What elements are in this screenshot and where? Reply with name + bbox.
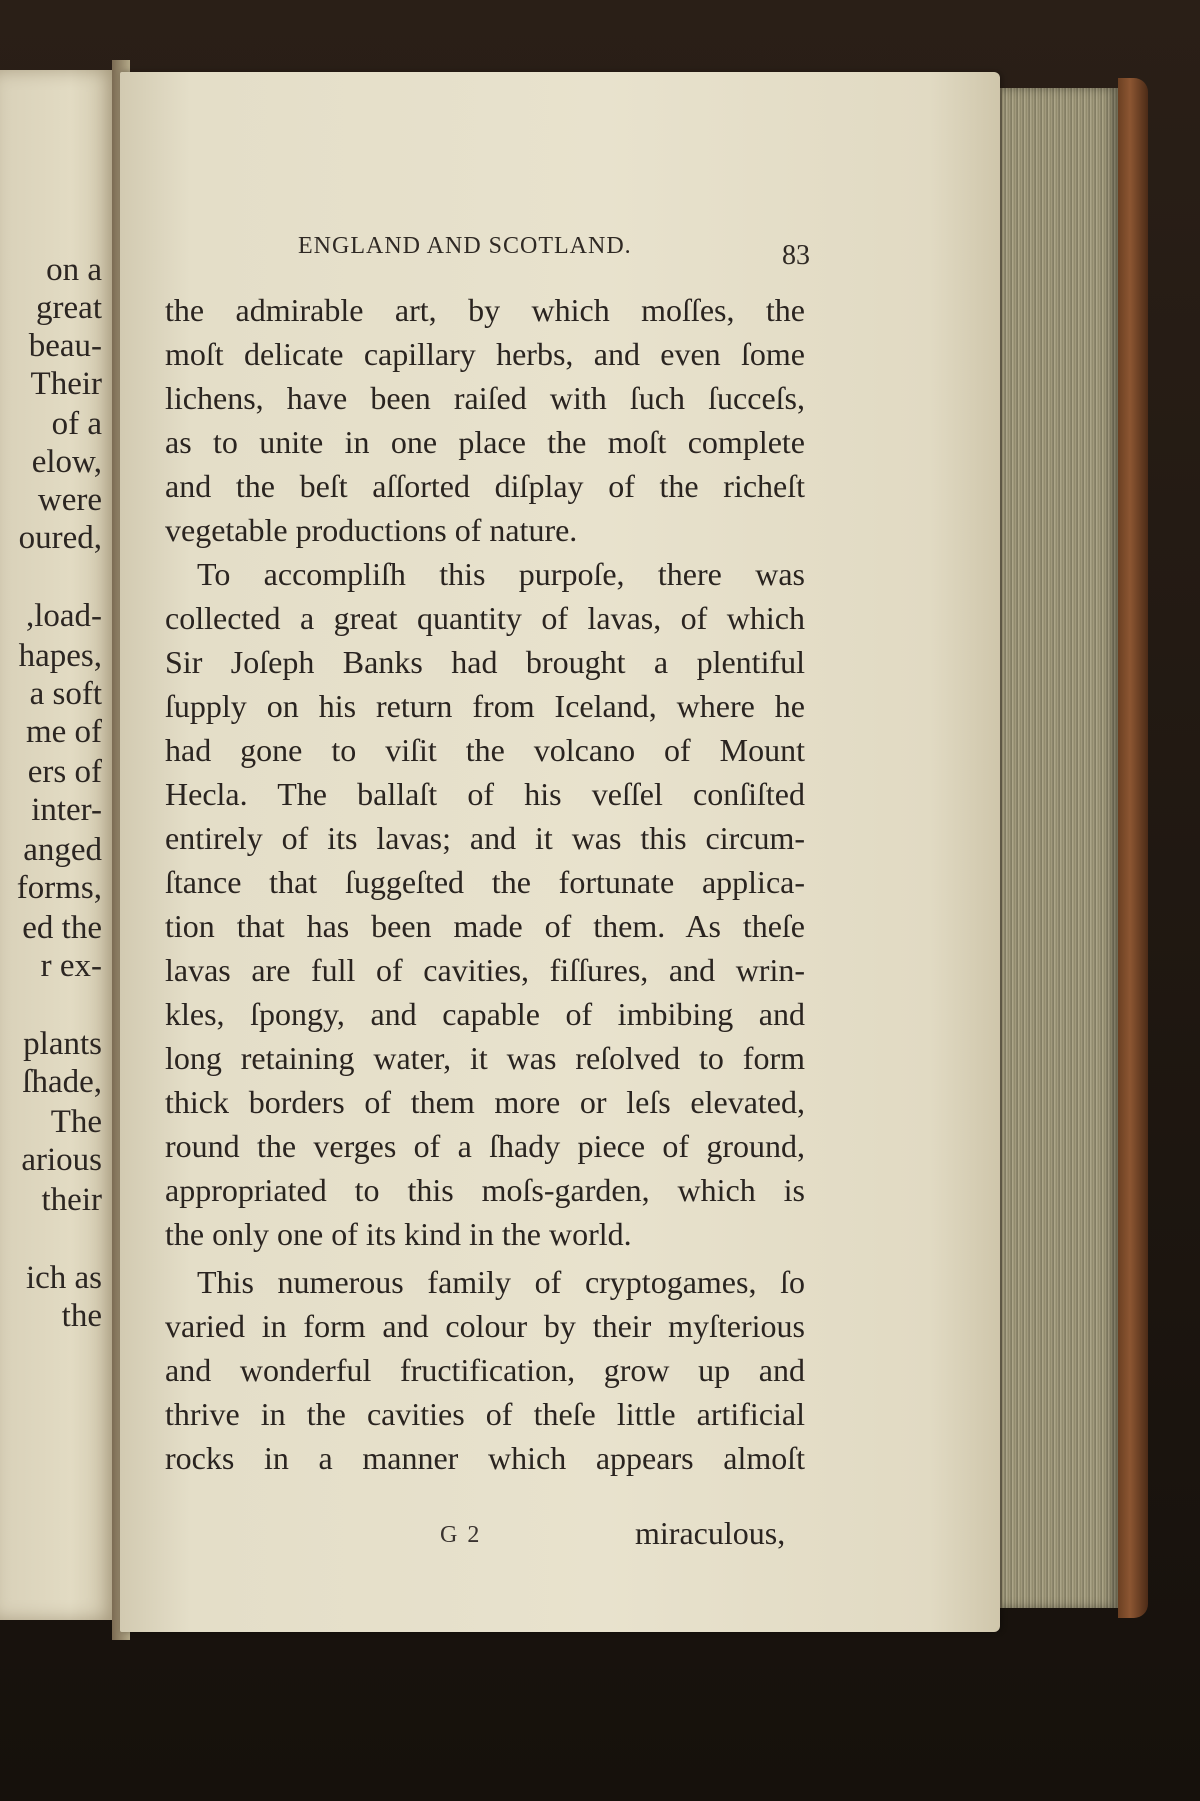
left-page-line: oured,: [18, 520, 102, 556]
text-line: Hecla. The ballaſt of his veſſel conſiſted: [165, 776, 805, 812]
left-page-line: on a: [46, 252, 102, 288]
page-number: 83: [782, 240, 810, 271]
left-page-line: the: [61, 1298, 102, 1334]
text-line: varied in form and colour by their myſterious: [165, 1308, 805, 1344]
text-line: appropriated to this moſs-garden, which is: [165, 1172, 805, 1208]
left-page-line: forms,: [16, 870, 102, 906]
text-line: the only one of its kind in the world.: [165, 1216, 632, 1252]
left-page-line: me of: [25, 714, 102, 750]
left-page-line: r ex-: [40, 948, 102, 984]
text-line: as to unite in one place the moſt complete: [165, 424, 805, 460]
text-line: To accompliſh this purpoſe, there was: [197, 556, 805, 592]
left-page-line: ers of: [27, 754, 102, 790]
left-page-line: plants: [23, 1026, 102, 1062]
text-line: tion that has been made of them. As theſe: [165, 908, 805, 944]
signature-mark: G 2: [440, 1522, 482, 1548]
left-page-line: beau-: [28, 328, 102, 364]
left-page-line: ed the: [22, 910, 102, 946]
text-line: and the beſt aſſorted diſplay of the richeſt: [165, 468, 805, 504]
text-line: and wonderful fructification, grow up and: [165, 1352, 805, 1388]
left-page-line: arious: [21, 1142, 102, 1178]
left-page-line: elow,: [31, 444, 102, 480]
left-page-line: The: [50, 1104, 102, 1140]
running-title: ENGLAND AND SCOTLAND.: [298, 233, 632, 259]
text-line: long retaining water, it was reſolved to form: [165, 1040, 805, 1076]
left-page-line: ſhade,: [22, 1064, 102, 1100]
catchword: miraculous,: [635, 1515, 786, 1551]
left-page-line: anged: [23, 832, 102, 868]
text-line: thick borders of them more or leſs elevated,: [165, 1084, 805, 1120]
left-page: [0, 70, 118, 1620]
left-page-line: ,load-: [25, 598, 102, 634]
left-page-line: were: [37, 482, 102, 518]
text-line: the admirable art, by which moſſes, the: [165, 292, 805, 328]
text-line: entirely of its lavas; and it was this circum-: [165, 820, 805, 856]
text-line: lichens, have been raiſed with ſuch ſucceſs,: [165, 380, 805, 416]
text-line: kles, ſpongy, and capable of imbibing and: [165, 996, 805, 1032]
left-page-line: great: [36, 290, 102, 326]
book-cover-edge: [1118, 78, 1148, 1618]
text-line: rocks in a manner which appears almoſt: [165, 1440, 805, 1476]
text-line: This numerous family of cryptogames, ſo: [197, 1264, 805, 1300]
left-page-line: their: [41, 1182, 102, 1218]
text-line: thrive in the cavities of theſe little artificial: [165, 1396, 805, 1432]
left-page-line: ich as: [25, 1260, 102, 1296]
left-page-line: hapes,: [18, 638, 102, 674]
left-page-line: of a: [51, 406, 102, 442]
text-line: ſupply on his return from Iceland, where he: [165, 688, 805, 724]
text-line: lavas are full of cavities, fiſſures, and wrin-: [165, 952, 805, 988]
text-line: had gone to viſit the volcano of Mount: [165, 732, 805, 768]
left-page-line: inter-: [31, 792, 102, 828]
text-line: Sir Joſeph Banks had brought a plentiful: [165, 644, 805, 680]
left-page-line: Their: [30, 366, 102, 402]
left-page-line: a soft: [29, 676, 102, 712]
text-line: vegetable productions of nature.: [165, 512, 578, 548]
text-line: ſtance that ſuggeſted the fortunate applica-: [165, 864, 805, 900]
page-edges: [1000, 88, 1120, 1608]
text-line: round the verges of a ſhady piece of ground,: [165, 1128, 805, 1164]
text-line: moſt delicate capillary herbs, and even ſome: [165, 336, 805, 372]
text-line: collected a great quantity of lavas, of which: [165, 600, 805, 636]
